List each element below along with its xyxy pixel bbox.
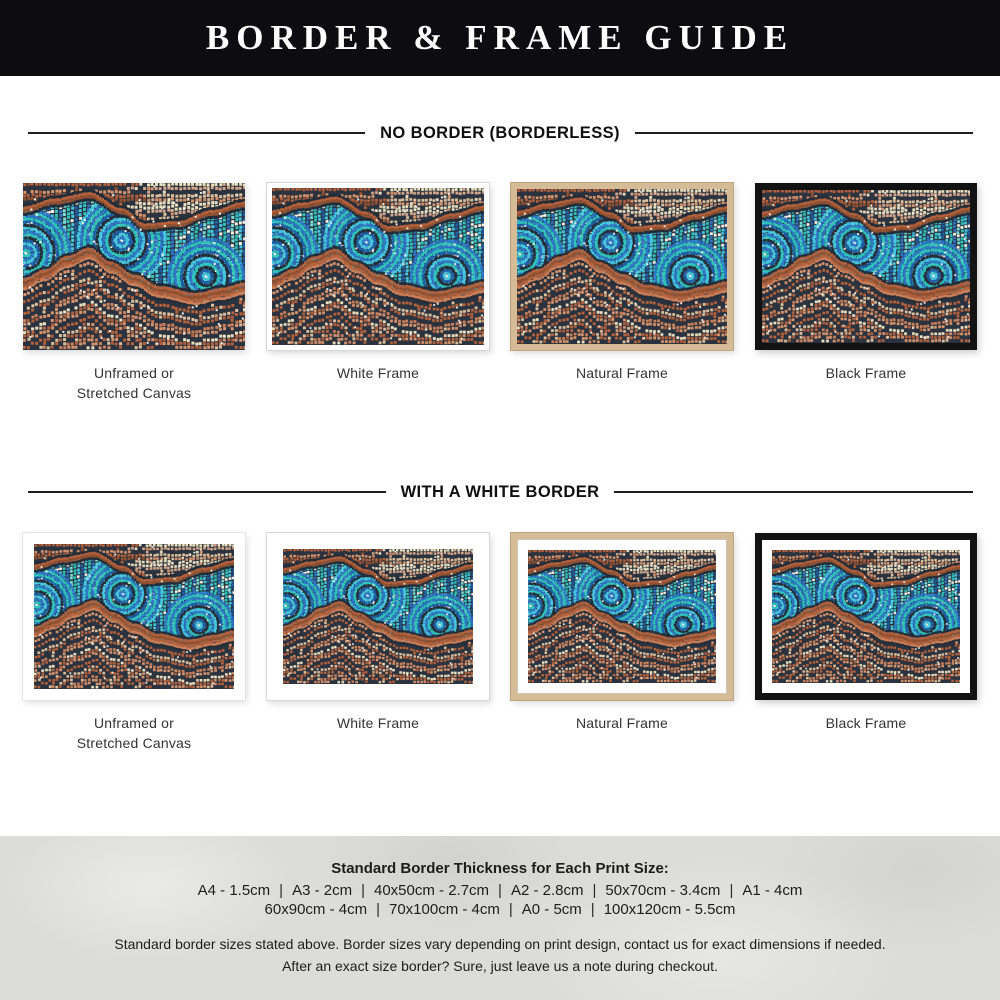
section-white-border	[0, 481, 1000, 753]
print-black-frame-borderless	[755, 183, 977, 403]
print-option-label: Unframed or Stretched Canvas	[76, 365, 192, 402]
print-option-label: White Frame	[336, 715, 420, 731]
print-option-label: Natural Frame	[575, 365, 669, 381]
artwork-dot-painting	[517, 189, 727, 344]
page-title: BORDER & FRAME GUIDE	[205, 18, 795, 57]
print-preview-white-frame-borderless	[267, 183, 489, 350]
section-no-border	[0, 122, 1000, 403]
print-white-frame-borderless	[267, 183, 489, 403]
print-option-label: Black Frame	[825, 365, 907, 381]
artwork-dot-painting	[272, 188, 484, 345]
print-preview-black-frame-with-border	[755, 533, 977, 700]
title-banner	[0, 0, 1000, 76]
frames-row-with-border	[0, 533, 1000, 753]
print-preview-natural-frame-with-border	[511, 533, 733, 700]
artwork-dot-painting	[34, 544, 234, 689]
print-black-frame-with-border	[755, 533, 977, 753]
print-preview-white-frame-with-border	[267, 533, 489, 700]
print-option-label: Natural Frame	[575, 715, 669, 731]
print-option-label: Black Frame	[825, 715, 907, 731]
print-preview-unframed-borderless	[23, 183, 245, 350]
frames-row-borderless	[0, 183, 1000, 403]
print-preview-unframed-with-border	[23, 533, 245, 700]
print-natural-frame-with-border	[511, 533, 733, 753]
print-white-frame-with-border	[267, 533, 489, 753]
print-unframed-borderless	[23, 183, 245, 403]
border-size-row-1: A4 - 1.5cm | A3 - 2cm | 40x50cm - 2.7cm | A2 - 2.8cm | 50x70cm - 3.4cm | A1 - 4cm	[197, 882, 803, 899]
section-heading-label: WITH A WHITE BORDER	[400, 482, 600, 501]
artwork-dot-painting	[762, 190, 970, 343]
print-option-label: Unframed or Stretched Canvas	[76, 715, 192, 752]
artwork-dot-painting	[23, 183, 245, 350]
divider-line-left	[28, 132, 366, 134]
artwork-dot-painting	[283, 549, 473, 684]
print-option-label: White Frame	[336, 365, 420, 381]
border-thickness-heading: Standard Border Thickness for Each Print Size:	[331, 860, 669, 877]
artwork-dot-painting	[528, 550, 716, 683]
divider-line-left	[28, 491, 386, 493]
print-natural-frame-borderless	[511, 183, 733, 403]
border-size-row-2: 60x90cm - 4cm | 70x100cm - 4cm | A0 - 5cm | 100x120cm - 5.5cm	[264, 901, 736, 918]
print-unframed-with-border	[23, 533, 245, 753]
divider-line-right	[614, 491, 972, 493]
section-heading-white-border	[28, 481, 973, 503]
border-thickness-info	[0, 836, 1000, 1000]
divider-line-right	[635, 132, 973, 134]
artwork-dot-painting	[772, 550, 960, 683]
border-note: Standard border sizes stated above. Border sizes vary depending on print design, contact us for exact dimensions if needed. After an exact size border? Sure, just leave us a note during checkout.	[114, 936, 886, 974]
section-heading-no-border	[28, 122, 973, 144]
print-preview-natural-frame-borderless	[511, 183, 733, 350]
section-heading-label: NO BORDER (BORDERLESS)	[380, 123, 620, 142]
print-preview-black-frame-borderless	[755, 183, 977, 350]
